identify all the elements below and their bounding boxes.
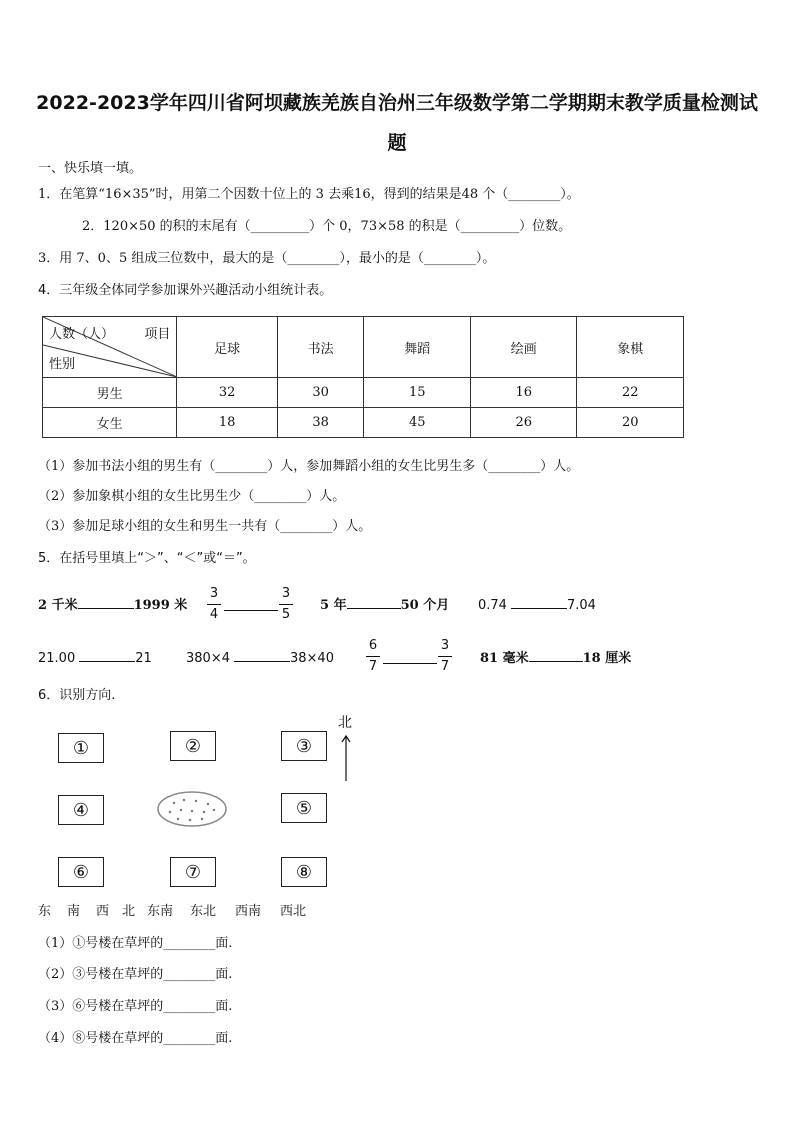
q6-sub-1: （1）①号楼在草坪的________面. [38, 936, 233, 951]
table-corner-header [43, 317, 177, 378]
table-cell: 32 [177, 378, 278, 408]
table-cell: 45 [364, 408, 471, 438]
column-header: 舞蹈 [364, 317, 471, 378]
direction-word: 西北 [280, 904, 307, 919]
building-box: ③ [281, 731, 327, 761]
direction-word: 北 [122, 904, 136, 919]
header-gender: 性别 [49, 357, 76, 372]
compare-left: 2 千米 [38, 598, 78, 613]
table-row [43, 378, 684, 408]
table-cell: 26 [470, 408, 577, 438]
direction-word: 东 [38, 904, 52, 919]
blank-line [383, 663, 437, 664]
compare-left: 81 毫米 [480, 651, 529, 666]
north-arrow-icon [340, 734, 352, 782]
column-header: 绘画 [470, 317, 577, 378]
table-cell: 38 [277, 408, 364, 438]
page-title-continued: 题 [387, 132, 407, 154]
direction-word: 西 [96, 904, 110, 919]
compare-right: 50 个月 [400, 598, 450, 613]
fraction: 3 5 [279, 586, 293, 623]
compare-item [38, 597, 187, 615]
table-cell: 22 [577, 378, 684, 408]
compare-right: 18 厘米 [582, 651, 632, 666]
direction-word: 东北 [190, 904, 217, 919]
question-1: 1．在笔算“16×35”时，用第二个因数十位上的 3 去乘16，得到的结果是48 个（________）。 [38, 187, 580, 202]
direction-word: 东南 [147, 904, 174, 919]
compare-item [478, 597, 596, 615]
blank-line [224, 610, 278, 611]
north-label: 北 [338, 715, 352, 731]
compare-left: 5 年 [320, 598, 347, 613]
compare-right: 7.04 [566, 598, 596, 613]
column-header: 书法 [277, 317, 364, 378]
compare-item [38, 650, 152, 668]
q6-sub-2: （2）③号楼在草坪的________面. [38, 967, 233, 982]
lawn-ellipse [156, 789, 228, 829]
section-heading: 一、快乐填一填。 [38, 161, 143, 176]
direction-word: 西南 [235, 904, 262, 919]
building-box: ② [170, 731, 216, 761]
table-row [43, 408, 684, 438]
table-cell: 30 [277, 378, 364, 408]
q4-sub-1: （1）参加书法小组的男生有（________）人，参加舞蹈小组的女生比男生多（________）人。 [38, 459, 580, 474]
q6-sub-3: （3）⑥号楼在草坪的________面. [38, 999, 233, 1014]
compare-left: 380×4 [186, 651, 230, 666]
q4-sub-3: （3）参加足球小组的女生和男生一共有（________）人。 [38, 519, 372, 534]
question-3: 3．用 7、0、5 组成三位数中，最大的是（________），最小的是（________）。 [38, 251, 496, 266]
question-4: 4．三年级全体同学参加课外兴趣活动小组统计表。 [38, 283, 333, 298]
compare-right: 38×40 [289, 651, 334, 666]
compare-left: 0.74 [478, 598, 507, 613]
table-cell: 15 [364, 378, 471, 408]
building-box: ① [58, 733, 104, 763]
row-label: 女生 [43, 408, 177, 438]
compare-item [480, 650, 631, 668]
direction-word: 南 [67, 904, 81, 919]
page-title: 2022-2023学年四川省阿坝藏族羌族自治州三年级数学第二学期期末教学质量检测试 [36, 92, 758, 114]
building-box: ④ [58, 795, 104, 825]
fraction: 6 7 [366, 638, 380, 675]
table-cell: 16 [470, 378, 577, 408]
table-cell: 18 [177, 408, 278, 438]
building-box: ⑧ [281, 857, 327, 887]
question-2: 2．120×50 的积的末尾有（_________）个 0，73×58 的积是（_________）位数。 [82, 219, 572, 234]
building-box: ⑤ [281, 793, 327, 823]
fraction: 3 4 [207, 586, 221, 623]
compare-item [186, 650, 334, 668]
compare-left: 21.00 [38, 651, 76, 666]
q6-sub-4: （4）⑧号楼在草坪的________面. [38, 1031, 233, 1046]
header-item: 项目 [144, 327, 171, 342]
table-cell: 20 [577, 408, 684, 438]
compare-item [320, 597, 449, 615]
question-5: 5．在括号里填上“＞”、“＜”或“＝”。 [38, 551, 256, 566]
stats-table [42, 316, 684, 438]
column-header: 象棋 [577, 317, 684, 378]
compare-right: 1999 米 [133, 598, 188, 613]
header-people: 人数（人） [49, 327, 115, 342]
compare-right: 21 [135, 651, 152, 666]
column-header: 足球 [177, 317, 278, 378]
building-box: ⑦ [170, 857, 216, 887]
row-label: 男生 [43, 378, 177, 408]
q4-sub-2: （2）参加象棋小组的女生比男生少（________）人。 [38, 489, 346, 504]
question-6: 6．识别方向. [38, 688, 116, 703]
building-box: ⑥ [58, 857, 104, 887]
fraction: 3 7 [438, 638, 452, 675]
